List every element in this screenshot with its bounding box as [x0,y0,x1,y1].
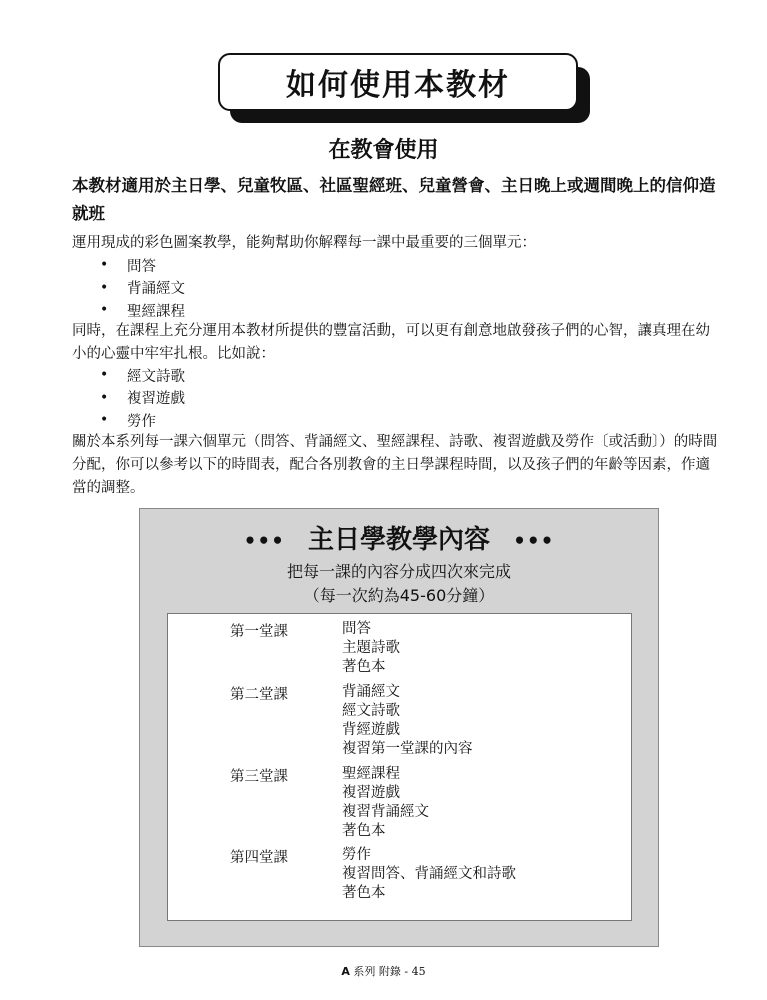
panel-subtitle: 把每一課的內容分成四次來完成 [286,562,511,581]
session-activities [342,765,429,841]
activity-item: 複習背誦經文 [342,804,429,820]
activity-item: 複習問答、背誦經文和詩歌 [342,866,516,882]
dots-icon: ••• [513,528,555,553]
activity-item: 背經遊戲 [342,722,400,738]
paragraph-activities: 同時，在課程上充分運用本教材所提供的豐富活動，可以更有創意地啟發孩子們的心智，讓真理在幼小的心靈中牢牢扎根。比如說： [72,323,710,362]
list-item-label: 背誦經文 [127,281,185,298]
session-activities [342,620,400,677]
activity-item: 問答 [342,621,371,637]
bullet-icon: • [100,367,109,384]
activity-item: 勞作 [342,847,371,863]
panel-title-text: 主日學教學內容 [307,525,490,555]
activity-item: 主題詩歌 [342,640,400,656]
footer-series: A [341,965,350,978]
footer-text: 系列 附錄 - 45 [353,965,426,978]
activity-item: 複習遊戲 [342,785,400,801]
section-subtitle: 在教會使用 [328,138,439,163]
session-name: 第三堂課 [230,769,288,785]
list-item-label: 勞作 [127,413,156,430]
list-item [100,254,185,277]
session-name: 第四堂課 [230,850,288,866]
list-item-label: 聖經課程 [127,303,185,320]
list-item-label: 問答 [127,258,156,275]
page-footer [0,963,767,979]
list-item [100,387,185,410]
activity-item: 背誦經文 [342,684,400,700]
list-item [100,277,185,300]
activity-item: 聖經課程 [342,766,400,782]
dots-icon: ••• [243,528,285,553]
list-item-label: 經文詩歌 [127,368,185,385]
title-banner [218,53,598,125]
session-activities [342,846,516,903]
bullet-icon: • [100,302,109,319]
activity-item: 著色本 [342,885,386,901]
paragraph-units: 運用現成的彩色圖案教學，能夠幫助你解釋每一課中最重要的三個單元： [72,235,536,251]
bullet-list-units [100,254,185,322]
intro-paragraph: 本教材適用於主日學、兒童牧區、社區聖經班、兒童營會、主日晚上或週間晚上的信仰造就班 [72,176,716,223]
activity-item: 複習第一堂課的內容 [342,741,473,757]
activity-item: 著色本 [342,659,386,675]
activity-item: 經文詩歌 [342,703,400,719]
bullet-icon: • [100,279,109,296]
list-item [100,364,185,387]
session-name: 第二堂課 [230,687,288,703]
list-item-label: 複習遊戲 [127,391,185,408]
page-title: 如何使用本教材 [218,53,578,111]
schedule-table [167,613,632,921]
panel-title [140,519,658,556]
bullet-list-activities [100,364,185,432]
activity-item: 著色本 [342,823,386,839]
list-item [100,299,185,322]
bullet-icon: • [100,412,109,429]
list-item [100,409,185,432]
schedule-panel [139,508,659,947]
paragraph-schedule: 關於本系列每一課六個單元（問答、背誦經文、聖經課程、詩歌、複習遊戲及勞作〔或活動〕）的時間分配，你可以參考以下的時間表，配合各別教會的主日學課程時間，以及孩子們的年齡等因素，作適當的調整。 [72,434,718,496]
session-activities [342,683,473,759]
panel-duration: （每一次約為45-60分鐘） [303,586,495,605]
bullet-icon: • [100,389,109,406]
session-name: 第一堂課 [230,624,288,640]
bullet-icon: • [100,257,109,274]
